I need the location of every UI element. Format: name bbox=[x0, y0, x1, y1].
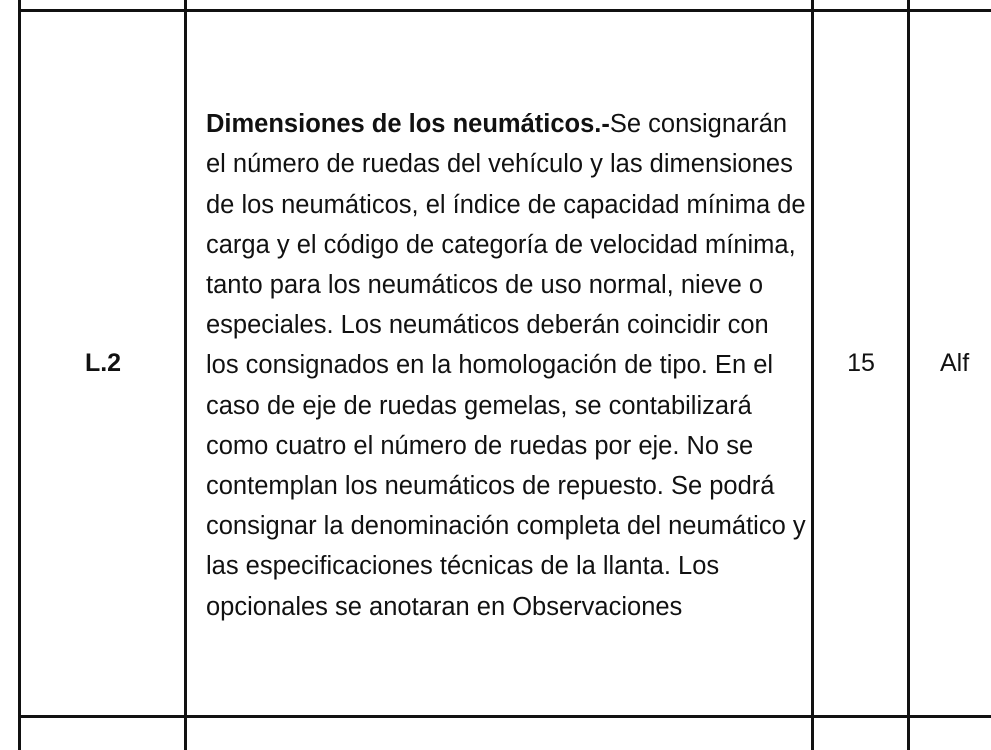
table-row-border-bottom bbox=[18, 715, 991, 718]
description-text bbox=[206, 104, 806, 627]
table-cell-type: Alf bbox=[940, 349, 970, 377]
table-cell-description bbox=[206, 12, 806, 715]
description-title: Dimensiones de los neumáticos.- bbox=[206, 110, 610, 139]
table-cell-length: 15 bbox=[847, 349, 875, 377]
description-body: Se consignarán el número de ruedas del vehículo y las dimensiones de los neumáticos, el índice de capacidad mínima de carga y el código de categoría de velocidad mínima, tanto para los neumáticos de uso normal, nieve o especiales. Los neumáticos deberán coincidir con los consignados en la homologación de tipo. En el caso de eje de ruedas gemelas, se contabilizará como cuatro el número de ruedas por eje. No se contemplan los neumáticos de repuesto. Se podrá consignar la denominación completa del neumático y las especificaciones técnicas de la llanta. Los opcionales se anotaran en Observaciones bbox=[206, 110, 806, 621]
table-cell-code: L.2 bbox=[84, 349, 122, 377]
